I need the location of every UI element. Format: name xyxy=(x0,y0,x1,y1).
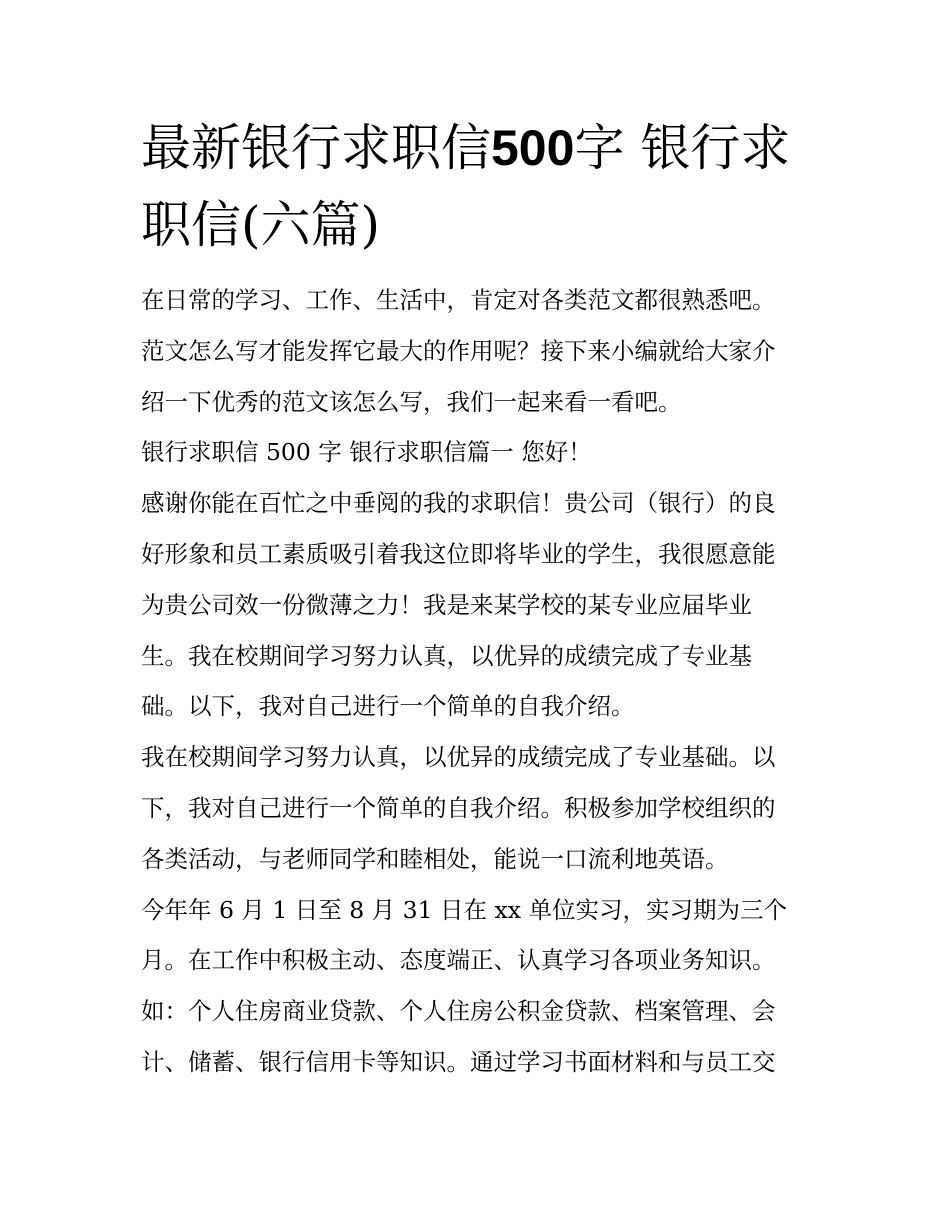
body-line: 绍一下优秀的范文该怎么写，我们一起来看一看吧。 xyxy=(141,388,682,416)
body-line: 范文怎么写才能发挥它最大的作用呢？接下来小编就给大家介 xyxy=(141,337,776,365)
document-title-line-2: 职信(六篇) xyxy=(141,196,381,254)
body-line: 下，我对自己进行一个简单的自我介绍。积极参加学校组织的 xyxy=(141,794,776,822)
body-line: 感谢你能在百忙之中垂阅的我的求职信！贵公司（银行）的良 xyxy=(141,489,776,517)
body-line: 为贵公司效一份微薄之力！我是来某学校的某专业应届毕业 xyxy=(141,591,752,619)
body-line: 础。以下，我对自己进行一个简单的自我介绍。 xyxy=(141,692,635,720)
body-line: 如：个人住房商业贷款、个人住房公积金贷款、档案管理、会 xyxy=(141,997,776,1025)
body-line: 生。我在校期间学习努力认真，以优异的成绩完成了专业基 xyxy=(141,642,752,670)
body-line: 今年年 6 月 1 日至 8 月 31 日在 xx 单位实习，实习期为三个 xyxy=(141,896,787,924)
body-line: 各类活动，与老师同学和睦相处，能说一口流利地英语。 xyxy=(141,845,729,873)
body-line: 好形象和员工素质吸引着我这位即将毕业的学生，我很愿意能 xyxy=(141,540,776,568)
title-number: 500 xyxy=(491,120,575,176)
body-line: 月。在工作中积极主动、态度端正、认真学习各项业务知识。 xyxy=(141,946,776,974)
body-line: 计、储蓄、银行信用卡等知识。通过学习书面材料和与员工交 xyxy=(141,1048,776,1076)
body-line: 我在校期间学习努力认真，以优异的成绩完成了专业基础。以 xyxy=(141,743,776,771)
body-line: 银行求职信 500 字 银行求职信篇一 您好！ xyxy=(141,438,592,466)
body-line: 在日常的学习、工作、生活中，肯定对各类范文都很熟悉吧。 xyxy=(141,286,776,314)
document-title-line-1: 最新银行求职信500字 银行求 xyxy=(141,119,791,177)
